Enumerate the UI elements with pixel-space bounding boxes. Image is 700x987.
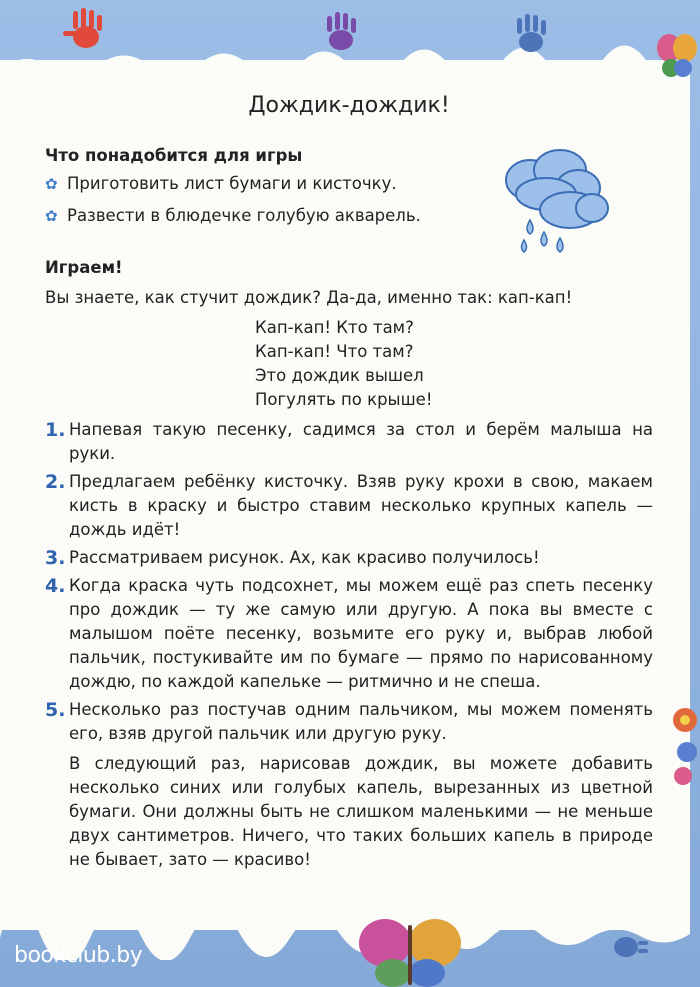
step-number: 1. [45, 419, 66, 441]
red-handprint-icon [58, 5, 114, 55]
step-item [45, 698, 653, 746]
step-number: 3. [45, 547, 66, 569]
step-text: Напевая такую песенку, садимся за стол и берём малыша на руки. [69, 420, 653, 463]
needs-item-text: Развести в блюдечке голубую акварель. [67, 206, 421, 225]
step-text: Когда краска чуть подсохнет, мы можем ещё раз спеть песенку про дождик — ту же самую или другую. А пока вы вместе с малышом поёте песенку, возьмите его руку и, выбрав любой пальчик, постукивайте им по бумаге — прямо по нарисованному дождю, по каждой капельке — ритмично и не спеша. [69, 576, 653, 691]
tip-paragraph: В следующий раз, нарисовав дождик, вы можете добавить несколько синих или голубых капель, вырезанных из цветной бумаги. Они должны быть не слишком маленькими — не меньше двух сантиметров. Ничего, что таких больших капель в природе не бывает, зато — красиво! [69, 754, 653, 869]
flowers-right-icon [665, 700, 700, 790]
needs-heading: Что понадобится для игры [45, 146, 303, 165]
poem-line: Погулять по крыше! [255, 390, 433, 409]
needs-item [45, 204, 653, 228]
step-text: Несколько раз постучав одним пальчиком, мы можем поменять его, взяв другой пальчик или другую руку. [69, 700, 653, 743]
step-item [45, 574, 653, 694]
flower-bullet-icon: ✿ [45, 175, 58, 193]
blue-handprint-bottom-icon [600, 925, 650, 973]
poem-line: Кап-кап! Кто там? [255, 318, 414, 337]
step-number: 2. [45, 471, 66, 493]
butterfly-bottom-icon [355, 915, 465, 987]
site-logo[interactable]: bookclub.by [14, 943, 143, 968]
flower-bullet-icon: ✿ [45, 207, 58, 225]
needs-item-text: Приготовить лист бумаги и кисточку. [67, 174, 397, 193]
step-item [45, 418, 653, 466]
page-title: Дождик-дождик! [248, 93, 450, 118]
butterfly-top-icon [655, 30, 699, 80]
step-text: Рассматриваем рисунок. Ах, как красиво получилось! [69, 548, 540, 567]
play-heading: Играем! [45, 258, 123, 277]
poem-line: Кап-кап! Что там? [255, 342, 414, 361]
play-intro: Вы знаете, как стучит дождик? Да-да, именно так: кап-кап! [45, 288, 573, 307]
blue-handprint-icon [505, 10, 555, 58]
step-number: 5. [45, 699, 66, 721]
step-item [45, 546, 653, 570]
needs-item [45, 172, 653, 196]
article [45, 78, 653, 872]
step-text: Предлагаем ребёнку кисточку. Взяв руку крохи в свою, макаем кисть в краску и быстро ставим несколько крупных капель — дождь идёт! [69, 472, 653, 539]
step-number: 4. [45, 575, 66, 597]
purple-handprint-icon [315, 8, 365, 56]
step-item [45, 470, 653, 542]
poem [255, 316, 653, 412]
poem-line: Это дождик вышел [255, 366, 424, 385]
